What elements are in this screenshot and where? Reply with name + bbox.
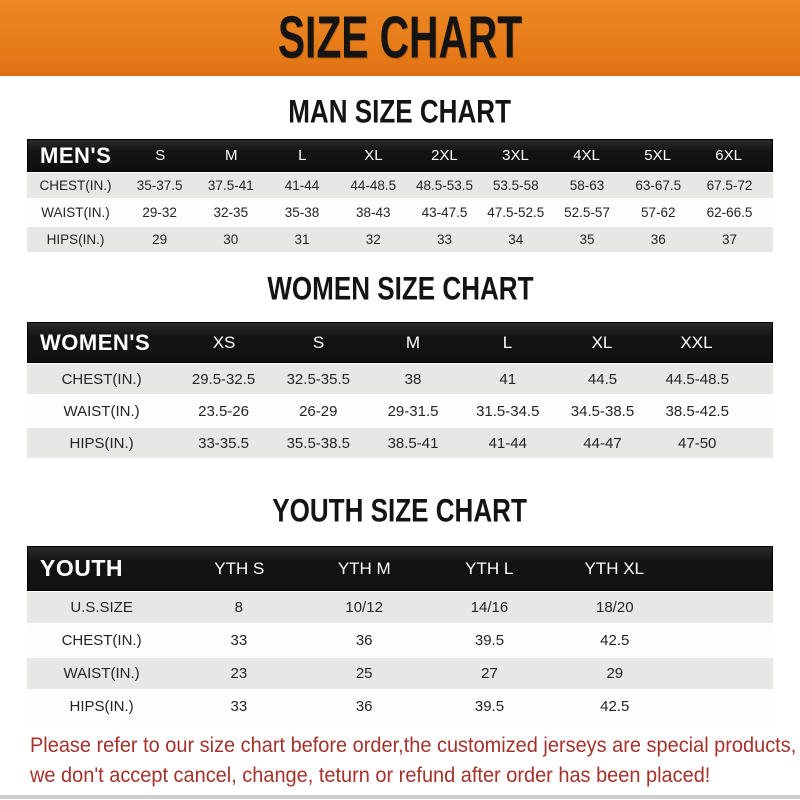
size-value-cell: 52.5-57 (564, 205, 610, 220)
size-value-cell: 27 (481, 665, 498, 682)
table-row (27, 173, 773, 198)
size-value-cell: 43-47.5 (421, 205, 468, 220)
size-column-header: YTH XL (584, 558, 644, 578)
row-label: HIPS(IN.) (69, 434, 134, 452)
size-value-cell: 36 (355, 632, 373, 649)
size-value-cell: 41-44 (284, 178, 320, 193)
men-section-title-text: MAN SIZE CHART (288, 92, 512, 131)
disclaimer-line-2: we don't accept cancel, change, teturn or refund after order has been placed! (30, 763, 711, 788)
size-value-cell: 33 (437, 232, 453, 247)
size-value-cell: 29-32 (142, 205, 177, 220)
table-row (27, 200, 773, 225)
table-row (27, 658, 773, 689)
size-value-cell: 53.5-58 (492, 178, 539, 193)
size-column-header: 6XL (715, 147, 742, 164)
size-chart-banner (0, 0, 800, 76)
image-bottom-edge (0, 795, 800, 799)
size-column-header: 4XL (573, 147, 600, 164)
women-table-header-bar (27, 322, 773, 363)
size-value-cell: 29-31.5 (387, 402, 439, 420)
size-value-cell: 39.5 (474, 698, 505, 715)
size-value-cell: 33-35.5 (198, 434, 249, 452)
women-group-label: WOMEN'S (40, 329, 151, 355)
size-value-cell: 58-63 (569, 178, 605, 193)
size-value-cell: 41-44 (488, 434, 527, 452)
size-value-cell: 48.5-53.5 (416, 178, 474, 193)
row-label: WAIST(IN.) (63, 665, 140, 682)
size-value-cell: 18/20 (596, 599, 634, 616)
size-value-cell: 44.5 (587, 370, 618, 388)
size-value-cell: 31 (294, 232, 310, 247)
row-label: CHEST(IN.) (61, 370, 142, 388)
size-value-cell: 42.5 (600, 698, 630, 715)
table-row (27, 691, 773, 722)
size-value-cell: 29.5-32.5 (191, 370, 256, 388)
size-column-header: XL (364, 147, 383, 164)
size-column-header: M (225, 147, 238, 164)
size-value-cell: 29 (152, 232, 168, 247)
disclaimer-line-1: Please refer to our size chart before order,the customized jerseys are special products, (30, 733, 797, 758)
men-size-table (27, 139, 773, 252)
size-value-cell: 67.5-72 (706, 178, 753, 193)
youth-section-title-text: YOUTH SIZE CHART (272, 491, 528, 530)
size-column-header: YTH S (214, 558, 265, 578)
size-value-cell: 44-48.5 (350, 178, 397, 193)
size-value-cell: 34 (508, 232, 524, 247)
size-value-cell: 33 (230, 632, 248, 649)
size-value-cell: 32-35 (213, 205, 249, 220)
size-column-header: YTH L (465, 558, 514, 578)
size-value-cell: 38.5-41 (387, 434, 439, 452)
youth-size-table (27, 546, 773, 722)
size-value-cell: 36 (650, 232, 666, 247)
table-row (27, 625, 773, 656)
size-value-cell: 42.5 (600, 632, 630, 649)
size-value-cell: 8 (234, 599, 244, 616)
size-value-cell: 35 (579, 232, 595, 247)
table-row (27, 396, 773, 426)
size-value-cell: 34.5-38.5 (570, 402, 635, 420)
size-column-header: L (502, 332, 513, 352)
row-label: U.S.SIZE (70, 599, 133, 616)
size-value-cell: 33 (230, 698, 248, 715)
size-column-header: S (312, 332, 325, 352)
size-value-cell: 25 (355, 665, 373, 682)
size-column-header: 2XL (431, 147, 458, 164)
size-value-cell: 38.5-42.5 (665, 402, 729, 420)
row-label: CHEST(IN.) (61, 632, 142, 649)
size-column-header: S (155, 147, 166, 164)
size-value-cell: 38-43 (356, 205, 391, 220)
size-value-cell: 38 (404, 370, 422, 388)
size-value-cell: 26-29 (299, 402, 338, 420)
size-column-header: L (298, 147, 307, 164)
size-value-cell: 47-50 (678, 434, 717, 452)
size-value-cell: 37.5-41 (207, 178, 254, 193)
size-value-cell: 29 (606, 665, 624, 682)
size-value-cell: 41 (499, 370, 517, 388)
size-value-cell: 62-66.5 (706, 205, 753, 220)
size-value-cell: 47.5-52.5 (487, 205, 545, 220)
table-row (27, 364, 773, 394)
size-value-cell: 36 (355, 698, 373, 715)
youth-table-header-bar (27, 546, 773, 591)
size-column-header: XXL (680, 332, 713, 352)
size-column-header: YTH M (337, 558, 391, 578)
size-column-header: 3XL (502, 147, 529, 164)
size-column-header: 5XL (644, 147, 671, 164)
size-value-cell: 44.5-48.5 (665, 370, 729, 388)
youth-table-body (27, 592, 773, 722)
size-value-cell: 10/12 (345, 599, 383, 616)
size-value-cell: 35.5-38.5 (286, 434, 350, 452)
youth-section-title (0, 491, 800, 530)
size-value-cell: 23 (230, 665, 248, 682)
men-table-header-bar (27, 139, 773, 172)
disclaimer-note (30, 731, 800, 791)
women-section-title (0, 269, 800, 308)
women-table-body (27, 364, 773, 458)
size-value-cell: 23.5-26 (198, 402, 249, 420)
table-row (27, 592, 773, 623)
women-size-table (27, 322, 773, 458)
size-value-cell: 44-47 (583, 434, 622, 452)
size-value-cell: 39.5 (474, 632, 505, 649)
size-column-header: XL (591, 332, 613, 352)
size-column-header: M (405, 332, 421, 352)
size-value-cell: 32.5-35.5 (286, 370, 350, 388)
size-value-cell: 57-62 (640, 205, 676, 220)
table-row (27, 227, 773, 252)
size-value-cell: 32 (365, 232, 381, 247)
row-label: HIPS(IN.) (46, 232, 105, 247)
women-section-title-text: WOMEN SIZE CHART (266, 269, 534, 308)
size-value-cell: 14/16 (470, 599, 509, 616)
men-group-label: MEN'S (40, 142, 112, 168)
row-label: WAIST(IN.) (41, 205, 110, 220)
size-column-header: XS (212, 332, 236, 352)
banner-title: SIZE CHART (277, 3, 523, 70)
size-value-cell: 37 (721, 232, 737, 247)
youth-group-label: YOUTH (40, 555, 123, 581)
size-value-cell: 35-38 (284, 205, 320, 220)
row-label: CHEST(IN.) (39, 178, 112, 193)
table-row (27, 428, 773, 458)
size-value-cell: 63-67.5 (635, 178, 682, 193)
row-label: HIPS(IN.) (69, 698, 134, 715)
size-value-cell: 35-37.5 (136, 178, 183, 193)
men-table-body (27, 173, 773, 252)
men-section-title (0, 92, 800, 131)
size-value-cell: 30 (223, 232, 239, 247)
size-value-cell: 31.5-34.5 (476, 402, 540, 420)
row-label: WAIST(IN.) (63, 402, 140, 420)
